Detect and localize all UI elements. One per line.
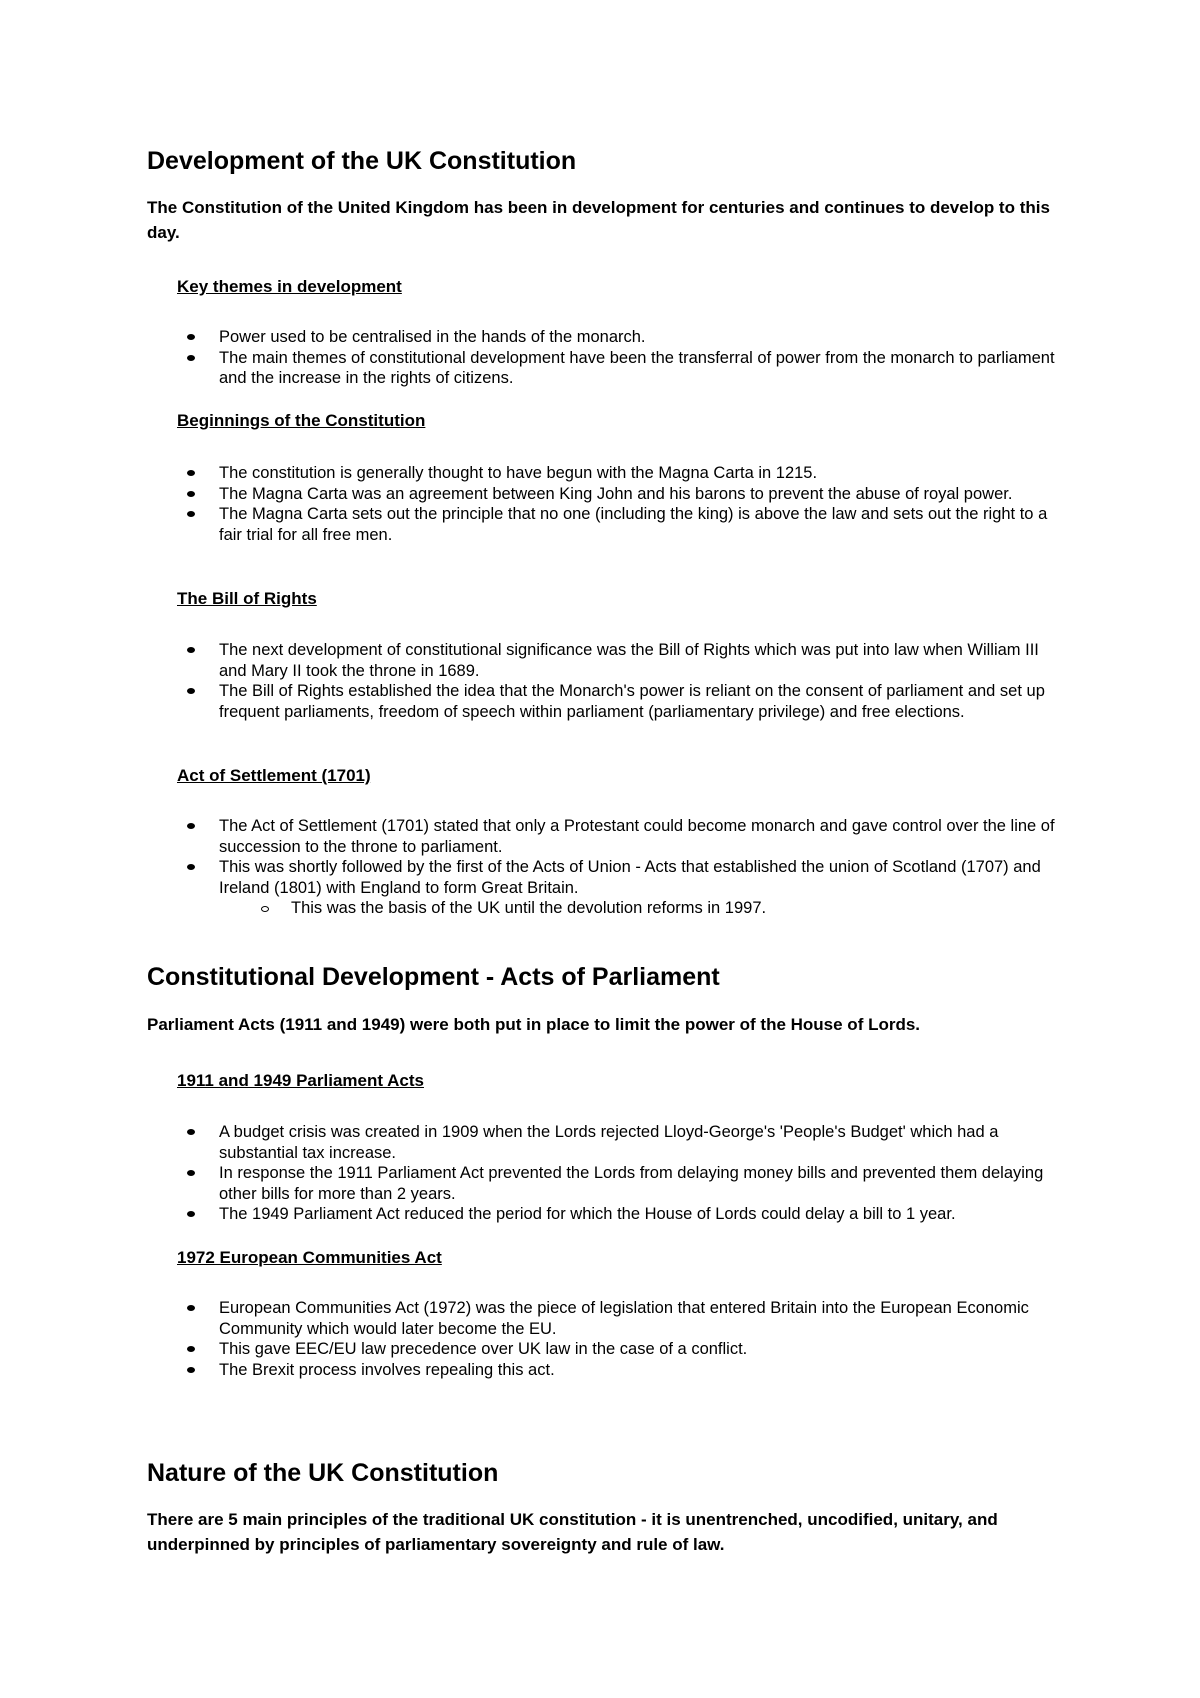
section-title-nature: Nature of the UK Constitution [147, 1459, 499, 1487]
section-intro-development: The Constitution of the United Kingdom has been in development for centuries and continues to develop to this day. [147, 198, 1050, 242]
section-intro-acts-of-parliament: Parliament Acts (1911 and 1949) were both put in place to limit the power of the House of Lords. [147, 1015, 921, 1034]
bullet-list-act-of-settlement [177, 816, 1057, 919]
list-item: A budget crisis was created in 1909 when the Lords rejected Lloyd-George's 'People's Budget' which had a substantial tax increase. [177, 1122, 1057, 1163]
subheading-beginnings: Beginnings of the Constitution [177, 411, 426, 430]
bullet-list-parliament-acts [177, 1122, 1057, 1225]
subheading-parliament-acts: 1911 and 1949 Parliament Acts [177, 1071, 424, 1090]
subheading-act-of-settlement: Act of Settlement (1701) [177, 766, 371, 785]
subheading-key-themes: Key themes in development [177, 277, 402, 296]
bullet-list-beginnings [177, 463, 1057, 545]
list-item: The next development of constitutional significance was the Bill of Rights which was put into law when William III and Mary II took the throne in 1689. [177, 640, 1057, 681]
list-item: The main themes of constitutional development have been the transferral of power from the monarch to parliament and the increase in the rights of citizens. [177, 348, 1057, 389]
list-item: Power used to be centralised in the hands of the monarch. [177, 327, 1057, 348]
section-title-acts-of-parliament: Constitutional Development - Acts of Parliament [147, 963, 720, 991]
bullet-list-bill-of-rights [177, 640, 1057, 722]
list-item: The Bill of Rights established the idea that the Monarch's power is reliant on the consent of parliament and set up frequent parliaments, freedom of speech within parliament (parliamentary privilege) and free elections. [177, 681, 1057, 722]
list-item: The constitution is generally thought to have begun with the Magna Carta in 1215. [177, 463, 1057, 484]
subheading-european-communities-act: 1972 European Communities Act [177, 1248, 442, 1267]
list-item: This was shortly followed by the first of the Acts of Union - Acts that established the union of Scotland (1707) and Ireland (1801) with England to form Great Britain. [177, 857, 1057, 898]
list-item: The Brexit process involves repealing this act. [177, 1360, 1057, 1381]
list-item: This gave EEC/EU law precedence over UK law in the case of a conflict. [177, 1339, 1057, 1360]
list-item: The 1949 Parliament Act reduced the period for which the House of Lords could delay a bill to 1 year. [177, 1204, 1057, 1225]
list-item: The Magna Carta sets out the principle that no one (including the king) is above the law and sets out the right to a fair trial for all free men. [177, 504, 1057, 545]
section-intro-nature: There are 5 main principles of the traditional UK constitution - it is unentrenched, uncodified, unitary, and underpinned by principles of parliamentary sovereignty and rule of law. [147, 1510, 998, 1554]
list-item: The Magna Carta was an agreement between King John and his barons to prevent the abuse of royal power. [177, 484, 1057, 505]
list-item: European Communities Act (1972) was the piece of legislation that entered Britain into the European Economic Community which would later become the EU. [177, 1298, 1057, 1339]
section-title-development: Development of the UK Constitution [147, 147, 577, 175]
bullet-list-european-communities-act [177, 1298, 1057, 1380]
list-item: The Act of Settlement (1701) stated that only a Protestant could become monarch and gave control over the line of succession to the throne to parliament. [177, 816, 1057, 857]
list-sub-item: This was the basis of the UK until the devolution reforms in 1997. [177, 898, 1057, 919]
subheading-bill-of-rights: The Bill of Rights [177, 589, 317, 608]
bullet-list-key-themes [177, 327, 1057, 389]
list-item: In response the 1911 Parliament Act prevented the Lords from delaying money bills and prevented them delaying other bills for more than 2 years. [177, 1163, 1057, 1204]
